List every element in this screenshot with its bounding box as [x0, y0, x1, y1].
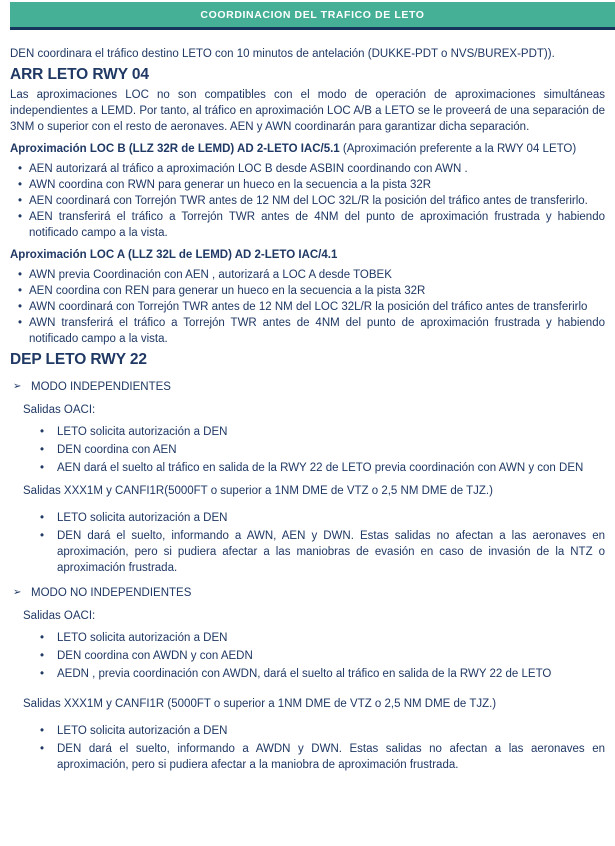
section-heading-dep: DEP LETO RWY 22	[10, 351, 147, 368]
bullet-icon: •	[40, 632, 45, 644]
list-item-text: LETO solicita autorización a DEN	[57, 632, 228, 644]
list-item-text: AWN coordina con RWN para generar un hueco en la secuencia a la pista 32R	[29, 179, 432, 191]
list-item	[18, 299, 605, 315]
list-item	[18, 193, 605, 209]
subheading-loc-b-tail: (Aproximación preferente a la RWY 04 LETO)	[339, 143, 577, 155]
salidas-label: Salidas OACI:	[23, 404, 96, 416]
list-item-text: AEN transferirá el tráfico a Torrejón TWR antes de 4NM del punto de aproximación frustrada y habiendo notificado campo a la vista.	[29, 211, 605, 239]
bullet-icon: •	[18, 211, 23, 223]
salidas-label: Salidas XXX1M y CANFI1R (5000FT o superior a 1NM DME de VTZ o 2,5 NM DME de TJZ.)	[23, 698, 497, 710]
bullet-icon: •	[40, 743, 45, 755]
bullet-icon: •	[18, 195, 23, 207]
list-item	[40, 442, 605, 458]
bullet-icon: •	[40, 462, 45, 474]
loc-b-list	[10, 161, 605, 241]
list-item-text: AWN transferirá el tráfico a Torrejón TWR antes de 4NM del punto de aproximación frustrada y habiendo notificado campo a la vista.	[29, 317, 605, 345]
subheading-loc-a	[10, 247, 605, 263]
list-item-text: DEN coordina con AEN	[57, 444, 177, 456]
salidas-xxx-list-2	[10, 723, 605, 773]
bullet-icon: •	[40, 426, 45, 438]
list-item	[18, 315, 605, 347]
list-item	[40, 424, 605, 440]
bullet-icon: •	[18, 163, 23, 175]
list-item-text: AEN coordina con REN para generar un hueco en la secuencia a la pista 32R	[29, 285, 426, 297]
salidas-oaci-list	[10, 424, 605, 476]
list-item-text: AEN dará el suelto al tráfico en salida de la RWY 22 de LETO previa coordinación con AWN y con DEN	[57, 462, 584, 474]
salidas-label: Salidas OACI:	[23, 610, 96, 622]
bullet-icon: •	[40, 650, 45, 662]
document-content	[0, 46, 615, 773]
bullet-icon: •	[18, 317, 23, 329]
mode-row-independientes	[13, 379, 605, 395]
list-item	[40, 741, 605, 773]
subheading-loc-b	[10, 141, 605, 157]
loc-a-list	[10, 267, 605, 347]
list-item	[18, 283, 605, 299]
list-item	[40, 630, 605, 646]
list-item	[40, 460, 605, 476]
bullet-icon: •	[40, 444, 45, 456]
arrow-icon: ➢	[13, 381, 22, 392]
bullet-icon: •	[18, 269, 23, 281]
list-item	[18, 177, 605, 193]
bullet-icon: •	[40, 512, 45, 524]
subheading-loc-a-bold: Aproximación LOC A (LLZ 32L de LEMD) AD 2-LETO IAC/4.1	[10, 249, 338, 261]
list-item-text: AWN previa Coordinación con AEN , autorizará a LOC A desde TOBEK	[29, 269, 392, 281]
list-item	[40, 723, 605, 739]
arr-paragraph: Las aproximaciones LOC no son compatibles con el modo de operación de aproximaciones simultáneas independientes a LEMD. Por tanto, al tráfico en aproximación LOC A/B a LETO se le proveerá de una separación de 3NM o superior con el resto de aeronaves. AEN y AWN coordinarán para garantizar dicha separación.	[10, 89, 605, 133]
bullet-icon: •	[18, 301, 23, 313]
mode-label: MODO NO INDEPENDIENTES	[31, 587, 192, 599]
list-item	[40, 528, 605, 576]
mode-label: MODO INDEPENDIENTES	[31, 381, 171, 393]
bullet-icon: •	[18, 285, 23, 297]
mode-row-no-independientes	[13, 585, 605, 601]
list-item-text: DEN coordina con AWDN y con AEDN	[57, 650, 253, 662]
title-banner	[10, 2, 615, 30]
list-item	[40, 666, 605, 682]
list-item-text: DEN dará el suelto, informando a AWDN y DWN. Estas salidas no afectan a las aeronaves en aproximación, pero si pudiera afectar a la maniobra de aproximación frustrada.	[57, 743, 605, 771]
list-item-text: LETO solicita autorización a DEN	[57, 512, 228, 524]
list-item-text: AEN coordinará con Torrejón TWR antes de 12 NM del LOC 32L/R la posición del tráfico antes de transferirlo.	[29, 195, 588, 207]
list-item	[18, 267, 605, 283]
page-title: COORDINACION DEL TRAFICO DE LETO	[200, 8, 425, 21]
list-item	[18, 161, 605, 177]
list-item	[40, 648, 605, 664]
salidas-label: Salidas XXX1M y CANFI1R(5000FT o superior a 1NM DME de VTZ o 2,5 NM DME de TJZ.)	[23, 485, 493, 497]
intro-paragraph: DEN coordinara el tráfico destino LETO con 10 minutos de antelación (DUKKE-PDT o NVS/BUREX-PDT)).	[10, 48, 555, 60]
bullet-icon: •	[40, 725, 45, 737]
list-item-text: AEDN , previa coordinación con AWDN, dará el suelto al tráfico en salida de la RWY 22 de LETO	[57, 668, 552, 680]
arrow-icon: ➢	[13, 587, 22, 598]
list-item	[40, 510, 605, 526]
bullet-icon: •	[40, 668, 45, 680]
bullet-icon: •	[18, 179, 23, 191]
salidas-xxx-list	[10, 510, 605, 576]
subheading-loc-b-bold: Aproximación LOC B (LLZ 32R de LEMD) AD 2-LETO IAC/5.1	[10, 143, 340, 155]
list-item-text: AWN coordinará con Torrejón TWR antes de 12 NM del LOC 32L/R la posición del tráfico antes de transferirlo	[29, 301, 588, 313]
bullet-icon: •	[40, 530, 45, 542]
list-item-text: LETO solicita autorización a DEN	[57, 426, 228, 438]
list-item	[18, 209, 605, 241]
section-heading-arr: ARR LETO RWY 04	[10, 66, 149, 83]
list-item-text: AEN autorizará al tráfico a aproximación LOC B desde ASBIN coordinando con AWN .	[29, 163, 468, 175]
list-item-text: DEN dará el suelto, informando a AWN, AEN y DWN. Estas salidas no afectan a las aeronaves en aproximación, pero si pudiera afectar a las maniobras de evasión en caso de invasión de la NTZ o aproximación frustrada.	[57, 530, 605, 574]
salidas-oaci-list-2	[10, 630, 605, 682]
list-item-text: LETO solicita autorización a DEN	[57, 725, 228, 737]
